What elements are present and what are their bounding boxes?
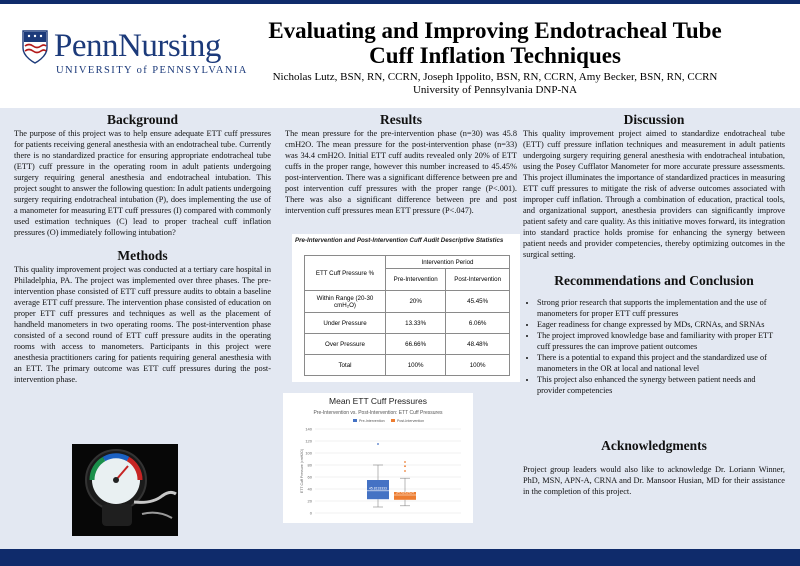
methods-heading: Methods [117,248,168,263]
list-item: • Eager readiness for change expressed by MDs, CRNAs, and SRNAs [537,319,785,330]
col-header-post: Post-Intervention [446,269,510,291]
col-header-pre: Pre-Intervention [386,269,446,291]
y-tick-label: 20 [307,498,312,504]
recommendations-list [523,297,785,396]
penn-shield-icon [22,30,48,64]
legend-swatch [391,419,395,422]
y-tick-label: 140 [305,426,312,432]
y-tick-label: 0 [309,510,312,516]
logo-name: PennNursing [54,28,221,64]
y-tick-label: 60 [307,474,312,480]
group-header-cell: Intervention Period [386,256,510,269]
box-plot-figure [283,393,473,523]
legend-label: Pre-Intervention [359,419,385,423]
recommendations-heading: Recommendations and Conclusion [554,273,754,288]
authors: Nicholas Lutz, BSN, RN, CCRN, Joseph Ippolito, BSN, RN, CCRN, Amy Becker, BSN, RN, CCRN [272,71,718,83]
cell-pre: 66.66% [386,334,446,355]
cell-post: 45.45% [446,291,510,313]
y-tick-label: 120 [305,438,312,444]
list-item: • This project also enhanced the synergy between patient needs and provider competencies [537,374,785,396]
y-tick-label: 100 [305,450,312,456]
bottom-band [0,549,800,566]
background-heading: Background [106,112,179,127]
poster-title: Evaluating and Improving Endotracheal Tube Cuff Inflation Techniques [268,18,722,68]
methods-text: This quality improvement project was conducted at a tertiary care hospital in Philadelphia, PA. The project was implemented over three phases. The pre-intervention phase consisted of ETT cuff pressure audits to obtain a baseline average ETT cuff pressure. The intervention phase consisted of education on proper ETT cuff pressures and techniques as well as the placement of handheld manometers in two operating rooms. The post-intervention phase consisted of a second round of ETT cuff pressure audits in the operating rooms with access to manometers. Participants in this project were anesthesia practitioners caring for patients requiring general anesthesia with an ETT. The primary outcome was ETT cuff pressures during the post-intervention phase. [14,265,271,384]
table-row [305,313,510,334]
row-header-cell: ETT Cuff Pressure % [305,256,386,291]
table-caption: Pre-Intervention and Post-Intervention Cuff Audit Descriptive Statistics [295,237,504,244]
mean-label: 34.4242424 [396,490,414,495]
authors-block [260,71,730,97]
left-column [14,112,271,385]
mean-label: 45.8133333 [369,486,387,491]
results-heading: Results [379,112,422,127]
y-tick-label: 40 [307,486,312,492]
row-label: Within Range (20-30 cmH₂O) [305,291,386,313]
chart-title: Mean ETT Cuff Pressures [329,396,427,406]
cell-post: 6.06% [446,313,510,334]
penn-nursing-logo [22,28,248,80]
acknowledgments-text: Project group leaders would also like to acknowledge Dr. Loriann Winner, PhD, MSN, APN-A, CRNA and Dr. Mansoor Husian, MD for their assistance in the completion of this project. [523,465,785,496]
cell-post: 48.48% [446,334,510,355]
stats-table [304,255,510,376]
chart-subtitle: Pre-Intervention vs. Post-Intervention: ETT Cuff Pressures [313,410,443,416]
discussion-heading: Discussion [623,112,685,127]
results-text: The mean pressure for the pre-intervention phase (n=30) was 45.8 cmH2O. The mean pressure for the post-intervention phase (n=33) was 34.4 cmH2O. Initial ETT cuff audits revealed only 20% of ETT cuffs in the proper range, however this number increased to 45.45% post-intervention. There was a significant difference between pre and post intervention cuff pressures with the proper range (P<.001). There was also a significant difference between pre and post intervention cuff pressures mean ETT pressure (P<.047). [285,129,517,215]
background-text: The purpose of this project was to help ensure adequate ETT cuff pressures for patients receiving general anesthesia with an endotracheal tube. Currently there is no standardized practice for ensuring appropriate endotracheal tube (ETT) cuff pressure in the operating room in adult patients undergoing surgery requiring general anesthesia and endotracheal intubation. This project sought to answer the following question: In adult patients undergoing surgery requiring endotracheal intubation (P), does implementing the use of a manometer for measuring ETT cuff pressures (I) compared with commonly used estimation techniques (C) lead to proper tracheal cuff inflation pressures (O) immediately following intubation? [14,129,271,237]
cell-pre: 20% [386,291,446,313]
cell-pre: 13.33% [386,313,446,334]
manometer-photo [72,444,178,536]
right-column [523,112,785,497]
legend-swatch [353,419,357,422]
table-row [305,355,510,376]
y-axis-label: ETT Cuff Pressure (cmH2O) [300,448,304,494]
list-item: • Strong prior research that supports the implementation and the use of manometers for proper ETT cuff pressures [537,297,785,319]
box-plot [283,393,473,523]
outlier-point [404,461,406,463]
acknowledgments-heading: Acknowledgments [601,438,707,453]
stats-table-figure [292,234,520,382]
cell-pre: 100% [386,355,446,376]
manometer-icon [72,444,178,536]
discussion-text: This quality improvement project aimed to standardize endotracheal tube (ETT) cuff pressure inflation techniques and measurement in adult patients undergoing surgery requiring general anesthesia with endotracheal intubation, using the Posey Cufflator Manometer for more accurate pressure assessments. This project illuminates the importance of standardized practices in measuring ETT cuff pressures to mitigate the risk of adverse outcomes associated with improper cuff inflation. Through a combination of education, practical tools, and organizational support, anesthesia providers can significantly improve patient safety and care quality. As this initiative moves forward, its integration into standard practice holds promise for enhancing the synergy between patient needs and provider competencies, thereby optimizing outcomes in the surgical setting. [523,129,785,259]
table-row [305,334,510,355]
outlier-point [404,465,406,467]
affiliation: University of Pennsylvania DNP-NA [412,84,578,96]
row-label: Over Pressure [305,334,386,355]
list-item: • There is a potential to expand this project and the standardized use of manometers in the OR at local and national level [537,352,785,374]
table-row [305,291,510,313]
row-label: Under Pressure [305,313,386,334]
legend-label: Post-Intervention [397,419,425,423]
y-tick-label: 80 [307,462,312,468]
cell-post: 100% [446,355,510,376]
outlier-point [377,443,379,445]
row-label: Total [305,355,386,376]
middle-column [285,112,517,216]
list-item: • The project improved knowledge base and familiarity with proper ETT cuff pressures the can improve patient outcomes [537,330,785,352]
logo-subtitle: UNIVERSITY of PENNSYLVANIA [56,65,248,76]
outlier-point [404,470,406,472]
